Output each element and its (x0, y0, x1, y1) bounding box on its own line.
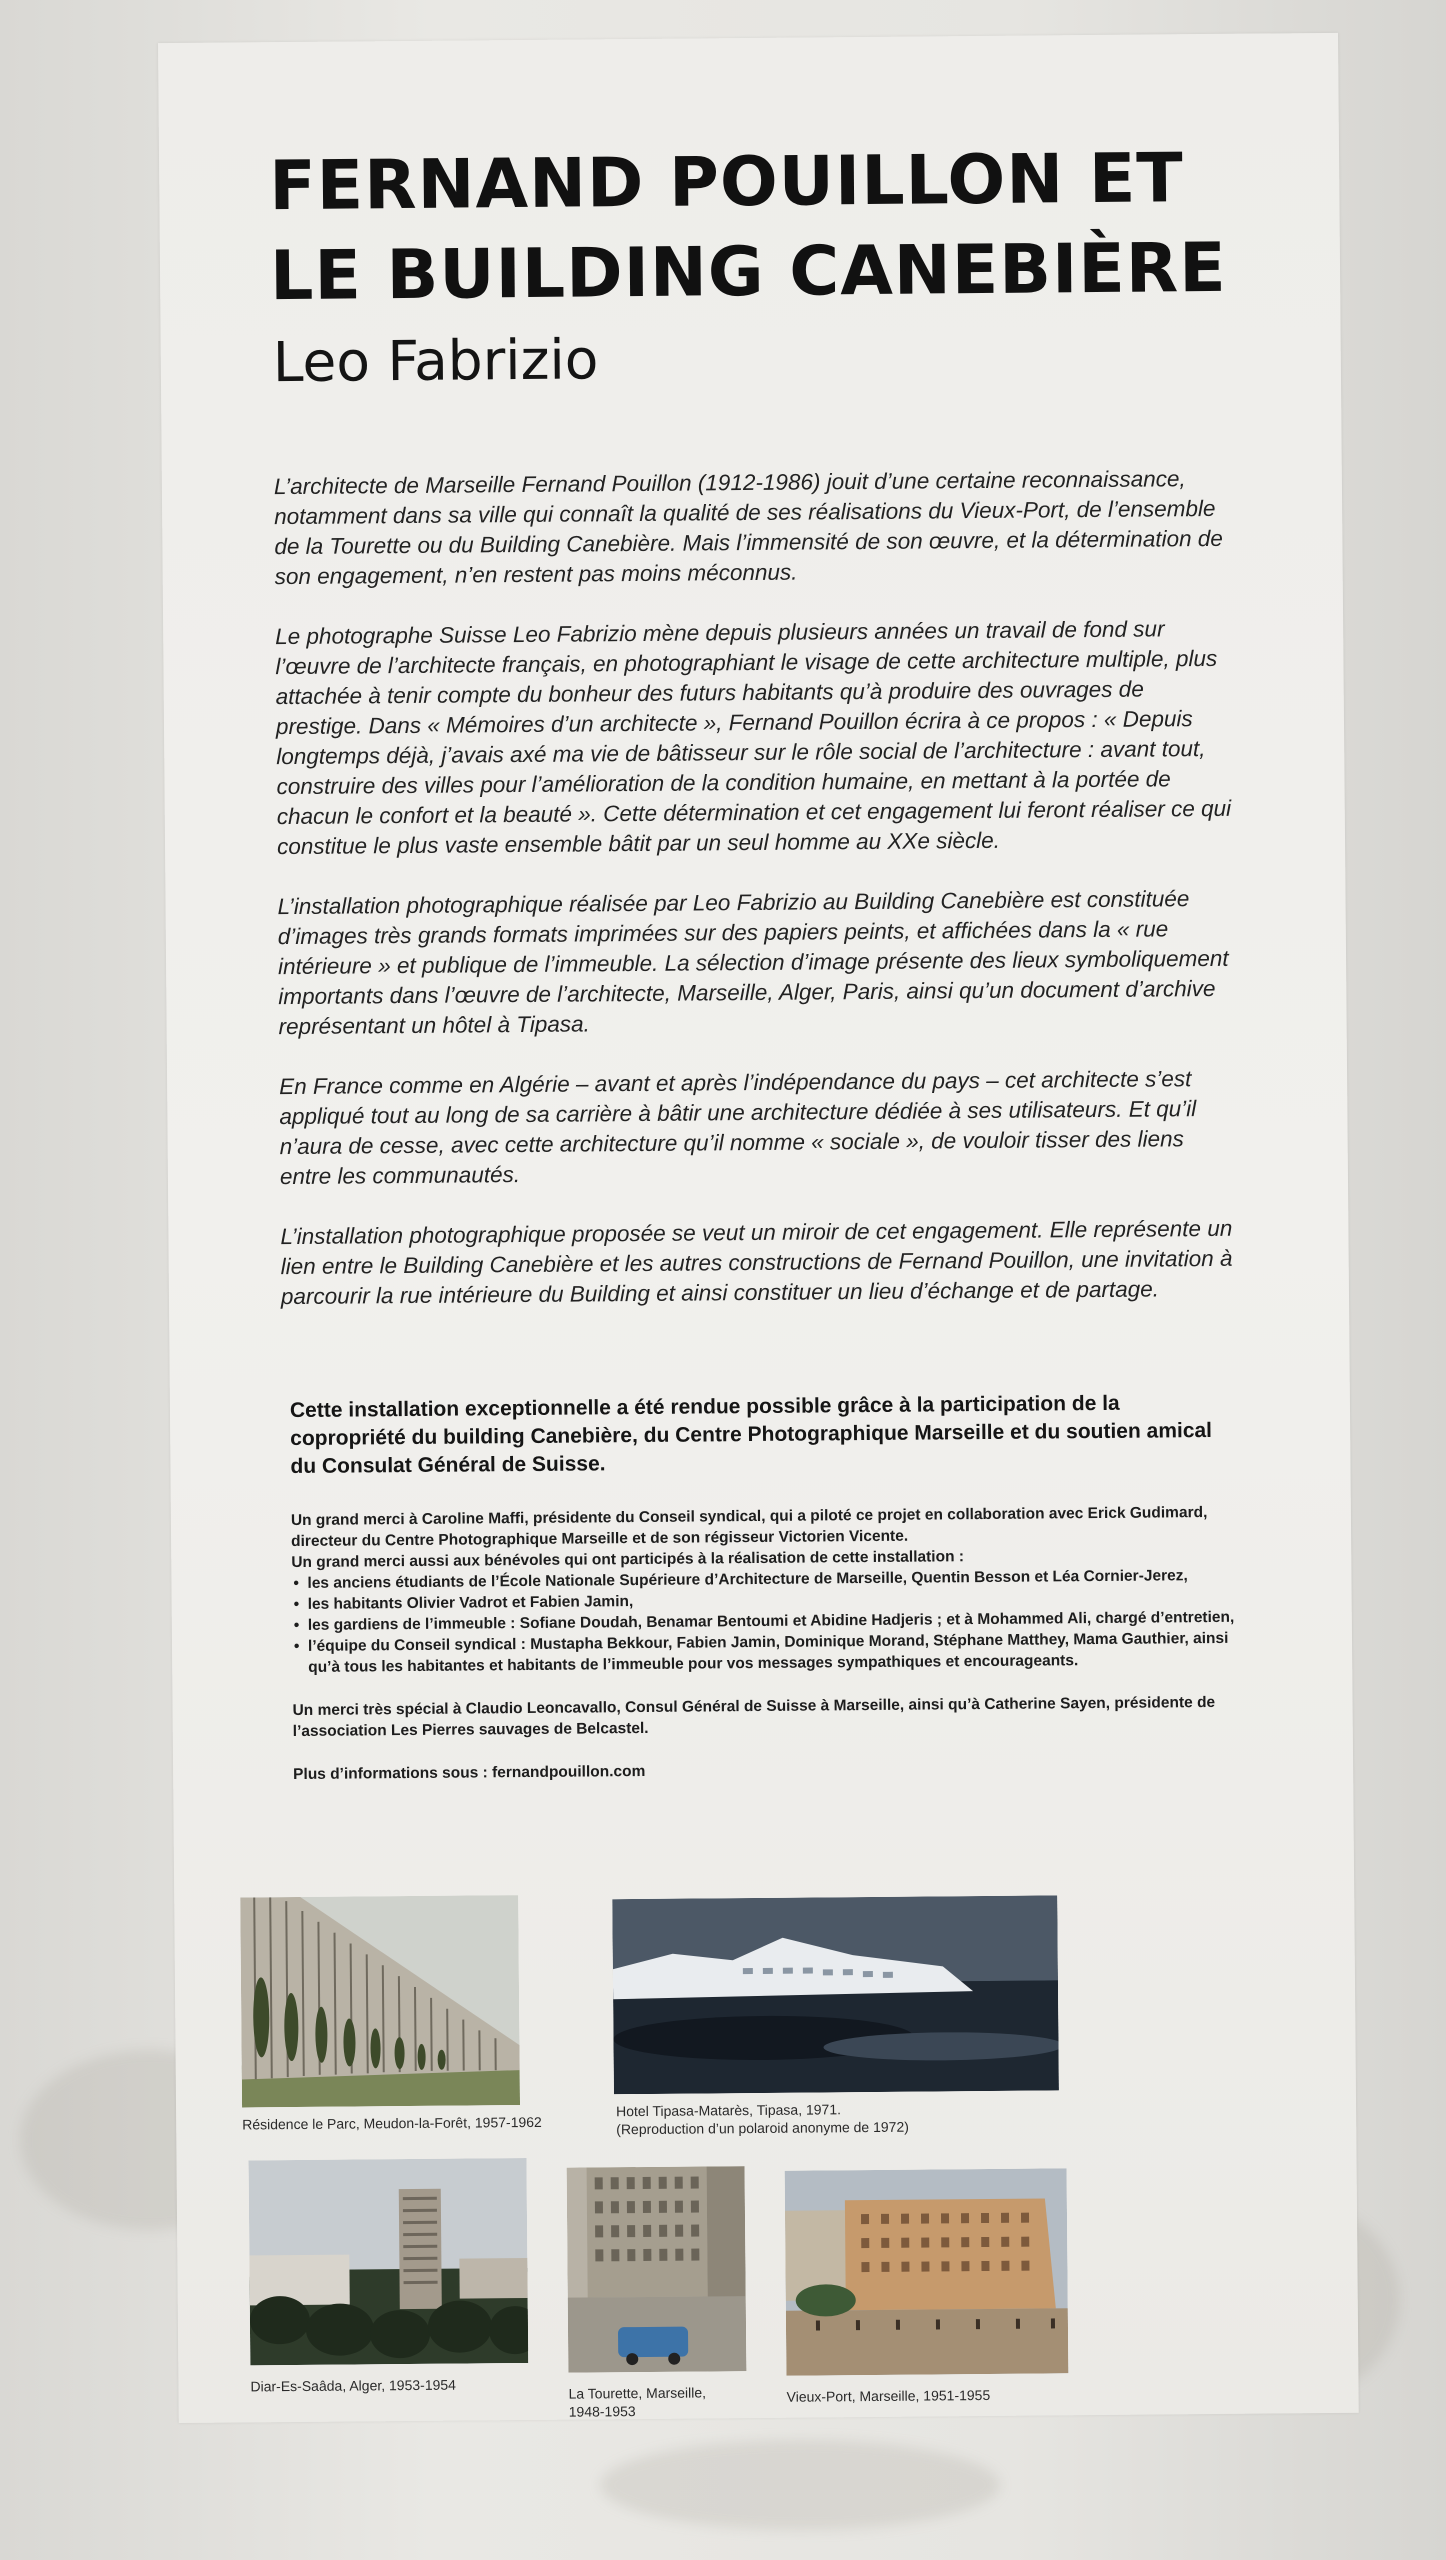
photo-diar-es-saada (249, 2158, 529, 2365)
wall-stain (600, 2440, 1000, 2530)
exhibition-poster (158, 33, 1359, 2423)
credits-paragraph-2: Un grand merci aussi aux bénévoles qui ont participés à la réalisation de cette installation : (291, 1548, 965, 1572)
more-info-link[interactable]: Plus d’informations sous : fernandpouillon.com (293, 1762, 646, 1784)
title-line-1: FERNAND POUILLON ET (268, 139, 1185, 227)
credits-paragraph-1: Un grand merci à Caroline Maffi, présidente du Conseil syndical, qui a piloté ce projet en collaboration avec Erick Gudimard, directeur du Centre Photographique Marseille et de son régisseur Victorien Vicente. (290, 1504, 1208, 1551)
list-item: • les anciens étudiants de l’École Nationale Supérieure d’Architecture de Marseille, Quentin Besson et Léa Cornier-Jerez, (307, 1565, 1241, 1594)
intro-paragraph-1: L’architecte de Marseille Fernand Pouillon (1912-1986) jouit d’une certaine reconnaissance, notamment dans sa ville qui connaît la qualité de ses réalisations du Vieux-Port, de l’ensemble de la Tourette ou du Building Canebière. Mais l’immensité de son œuvre, et la détermination de son engagement, n’en restent pas moins méconnus. (273, 466, 1223, 590)
intro-text (274, 464, 1242, 1342)
intro-paragraph-4: En France comme en Algérie – avant et après l’indépendance du pays – cet architecte s’est appliqué tout au long de sa carrière à bâtir une architecture dédiée à ses utilisateurs. Et qu’il n’aura de cesse, avec cette architecture qu’il nomme « sociale », de vouloir tisser des liens entre les communautés. (279, 1066, 1197, 1190)
list-item: • les habitants Olivier Vadrot et Fabien Jamin, (308, 1586, 1242, 1615)
photo-caption: Vieux-Port, Marseille, 1951-1955 (786, 2386, 991, 2405)
author-name: Leo Fabrizio (272, 327, 599, 395)
credits-block (291, 1502, 1243, 1785)
photo-la-tourette (567, 2166, 747, 2373)
photo-hotel-tipasa (612, 1895, 1059, 2094)
title-line-2: LE BUILDING CANEBIÈRE (269, 228, 1227, 317)
photo-caption: Résidence le Parc, Meudon-la-Forêt, 1957-1962 (242, 2113, 542, 2133)
photo-caption: Diar-Es-Saâda, Alger, 1953-1954 (250, 2376, 457, 2395)
list-item: • l’équipe du Conseil syndical : Mustapha Bekkour, Fabien Jamin, Dominique Morand, Stéphane Matthey, Mama Gauthier, ainsi qu’à tous les habitantes et habitants de l’immeuble pour vos messages sympathiques et encourageants. (308, 1628, 1242, 1678)
photo-caption: Hotel Tipasa-Matarès, Tipasa, 1971. (616, 2101, 842, 2120)
photo-caption-note: (Reproduction d’un polaroid anonyme de 1972) (616, 2118, 909, 2138)
photo-caption: La Tourette, Marseille, (568, 2384, 707, 2402)
photo-residence-le-parc (240, 1895, 520, 2107)
volunteers-list (291, 1565, 1242, 1678)
photo-caption-year: 1948-1953 (568, 2403, 636, 2420)
list-item: • les gardiens de l’immeuble : Sofiane Doudah, Benamar Bentoumi et Abidine Hadjeris ; et à Mohammed Ali, chargé d’entretien, (308, 1607, 1242, 1636)
intro-paragraph-3: L’installation photographique réalisée par Leo Fabrizio au Building Canebière est constituée d’images très grands formats imprimées sur des papiers peints, et affichées dans la « rue intérieure » et publique de l’immeuble. La sélection d’image présente des lieux symboliquement importants dans l’œuvre de l’architecte, Marseille, Alger, Paris, ainsi qu’un document d’archive représentant un hôtel à Tipasa. (277, 886, 1229, 1040)
intro-paragraph-5: L’installation photographique proposée se veut un miroir de cet engagement. Elle représente un lien entre le Building Canebière et les autres constructions de Fernand Pouillon, une invitation à parcourir la rue intérieure du Building et ainsi constituer un lieu d’échange et de partage. (280, 1215, 1233, 1310)
acknowledgement-statement: Cette installation exceptionnelle a été rendue possible grâce à la participation de la copropriété du building Canebière, du Centre Photographique Marseille et du soutien amical du Consulat Général de Suisse. (289, 1391, 1213, 1479)
intro-paragraph-2: Le photographe Suisse Leo Fabrizio mène depuis plusieurs années un travail de fond sur l’œuvre de l’architecte français, en photographiant le visage de cette architecture multiple, plus attachée à tenir compte du bonheur des futurs habitants qu’à produire des ouvrages de prestige. Dans « Mémoires d’un architecte », Fernand Pouillon écrira à ce propos : « Depuis longtemps déjà, j’avais axé ma vie de bâtisseur sur le rôle social de l’architecture : avant tout, construire des villes pour l’amélioration de la condition humaine, en mettant à la portée de chacun le confort et la beauté ». Cette détermination et cet engagement lui feront réaliser ce qui constitue le plus vaste ensemble bâtit par un seul homme au XXe siècle. (275, 616, 1232, 860)
poster-title (269, 133, 1271, 322)
credits-paragraph-3: Un merci très spécial à Claudio Leoncavallo, Consul Général de Suisse à Marseille, ainsi qu’à Catherine Sayen, présidente de l’association Les Pierres sauvages de Belcastel. (292, 1693, 1216, 1741)
photo-vieux-port (785, 2168, 1069, 2375)
